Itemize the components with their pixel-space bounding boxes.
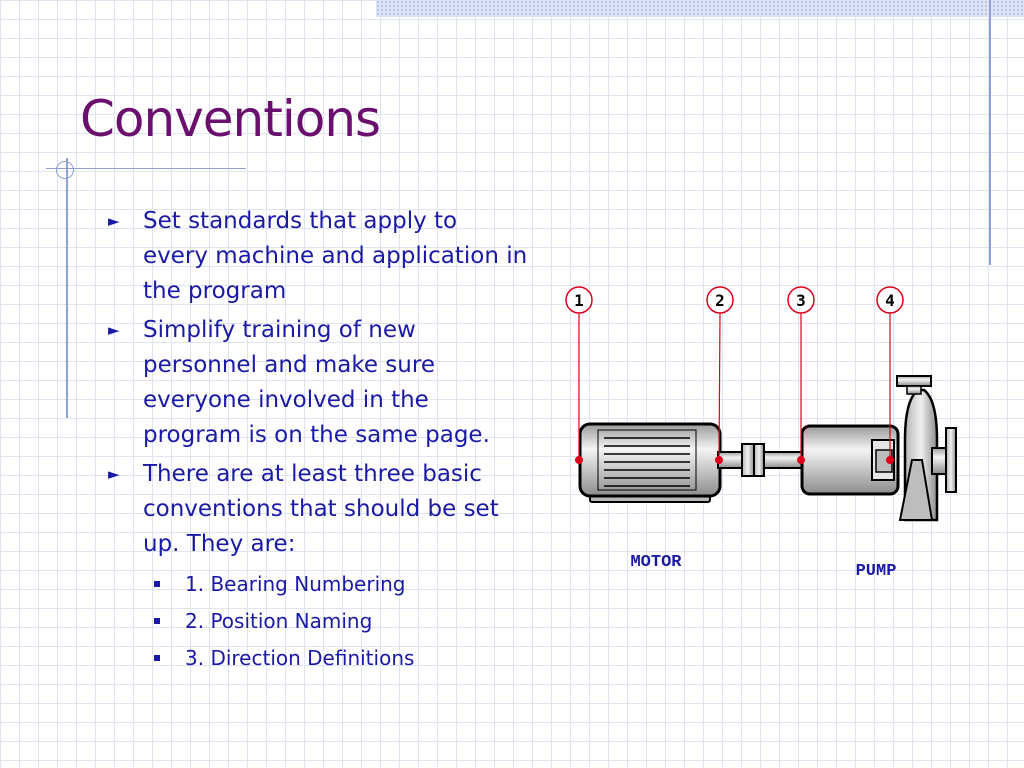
- bullet-text: Set standards that apply to every machine and application in the program: [143, 208, 528, 304]
- bearing-number-callouts: [566, 287, 903, 313]
- triangle-bullet-icon: ►: [108, 321, 120, 339]
- sub-bullet-item: [142, 566, 528, 603]
- motor-pump-diagram: [540, 270, 970, 590]
- bullet-list: [108, 204, 528, 681]
- left-accent-line: [66, 158, 68, 418]
- bullet-item: [108, 313, 528, 453]
- bullet-text: Simplify training of new personnel and make sure everyone involved in the program is on the same page.: [143, 317, 490, 448]
- title-underline: [46, 168, 246, 169]
- bullet-item: [108, 204, 528, 309]
- bearing-callout-label: 1: [574, 291, 584, 310]
- square-bullet-icon: [154, 655, 160, 661]
- sub-bullet-text: 3. Direction Definitions: [185, 646, 415, 670]
- sub-bullet-text: 1. Bearing Numbering: [185, 572, 406, 596]
- slide-title: Conventions: [80, 90, 381, 148]
- bearing-callout-label: 3: [796, 291, 806, 310]
- bullet-item: [108, 457, 528, 677]
- bearing-1-point: [575, 456, 583, 464]
- bearing-4-point: [886, 456, 894, 464]
- motor-icon: [580, 424, 720, 502]
- pump-icon: [802, 376, 956, 520]
- bearing-callout-label: 4: [885, 291, 895, 310]
- triangle-bullet-icon: ►: [108, 465, 120, 483]
- sub-bullet-item: [142, 603, 528, 640]
- motor-label: MOTOR: [630, 553, 682, 572]
- sub-bullet-item: [142, 640, 528, 677]
- bearing-3-point: [797, 456, 805, 464]
- top-decorative-band: [376, 0, 1024, 17]
- sub-bullet-text: 2. Position Naming: [185, 609, 373, 633]
- square-bullet-icon: [154, 618, 160, 624]
- bearing-callout-label: 2: [715, 291, 725, 310]
- corner-circle-ornament: [56, 161, 74, 179]
- shaft-coupling-icon: [718, 444, 804, 476]
- sub-bullet-list: [142, 566, 528, 677]
- right-accent-line: [989, 0, 991, 265]
- square-bullet-icon: [154, 581, 160, 587]
- bearing-2-point: [715, 456, 723, 464]
- bullet-text: There are at least three basic conventions that should be set up. They are:: [143, 461, 499, 557]
- pump-label: PUMP: [855, 562, 897, 581]
- triangle-bullet-icon: ►: [108, 212, 120, 230]
